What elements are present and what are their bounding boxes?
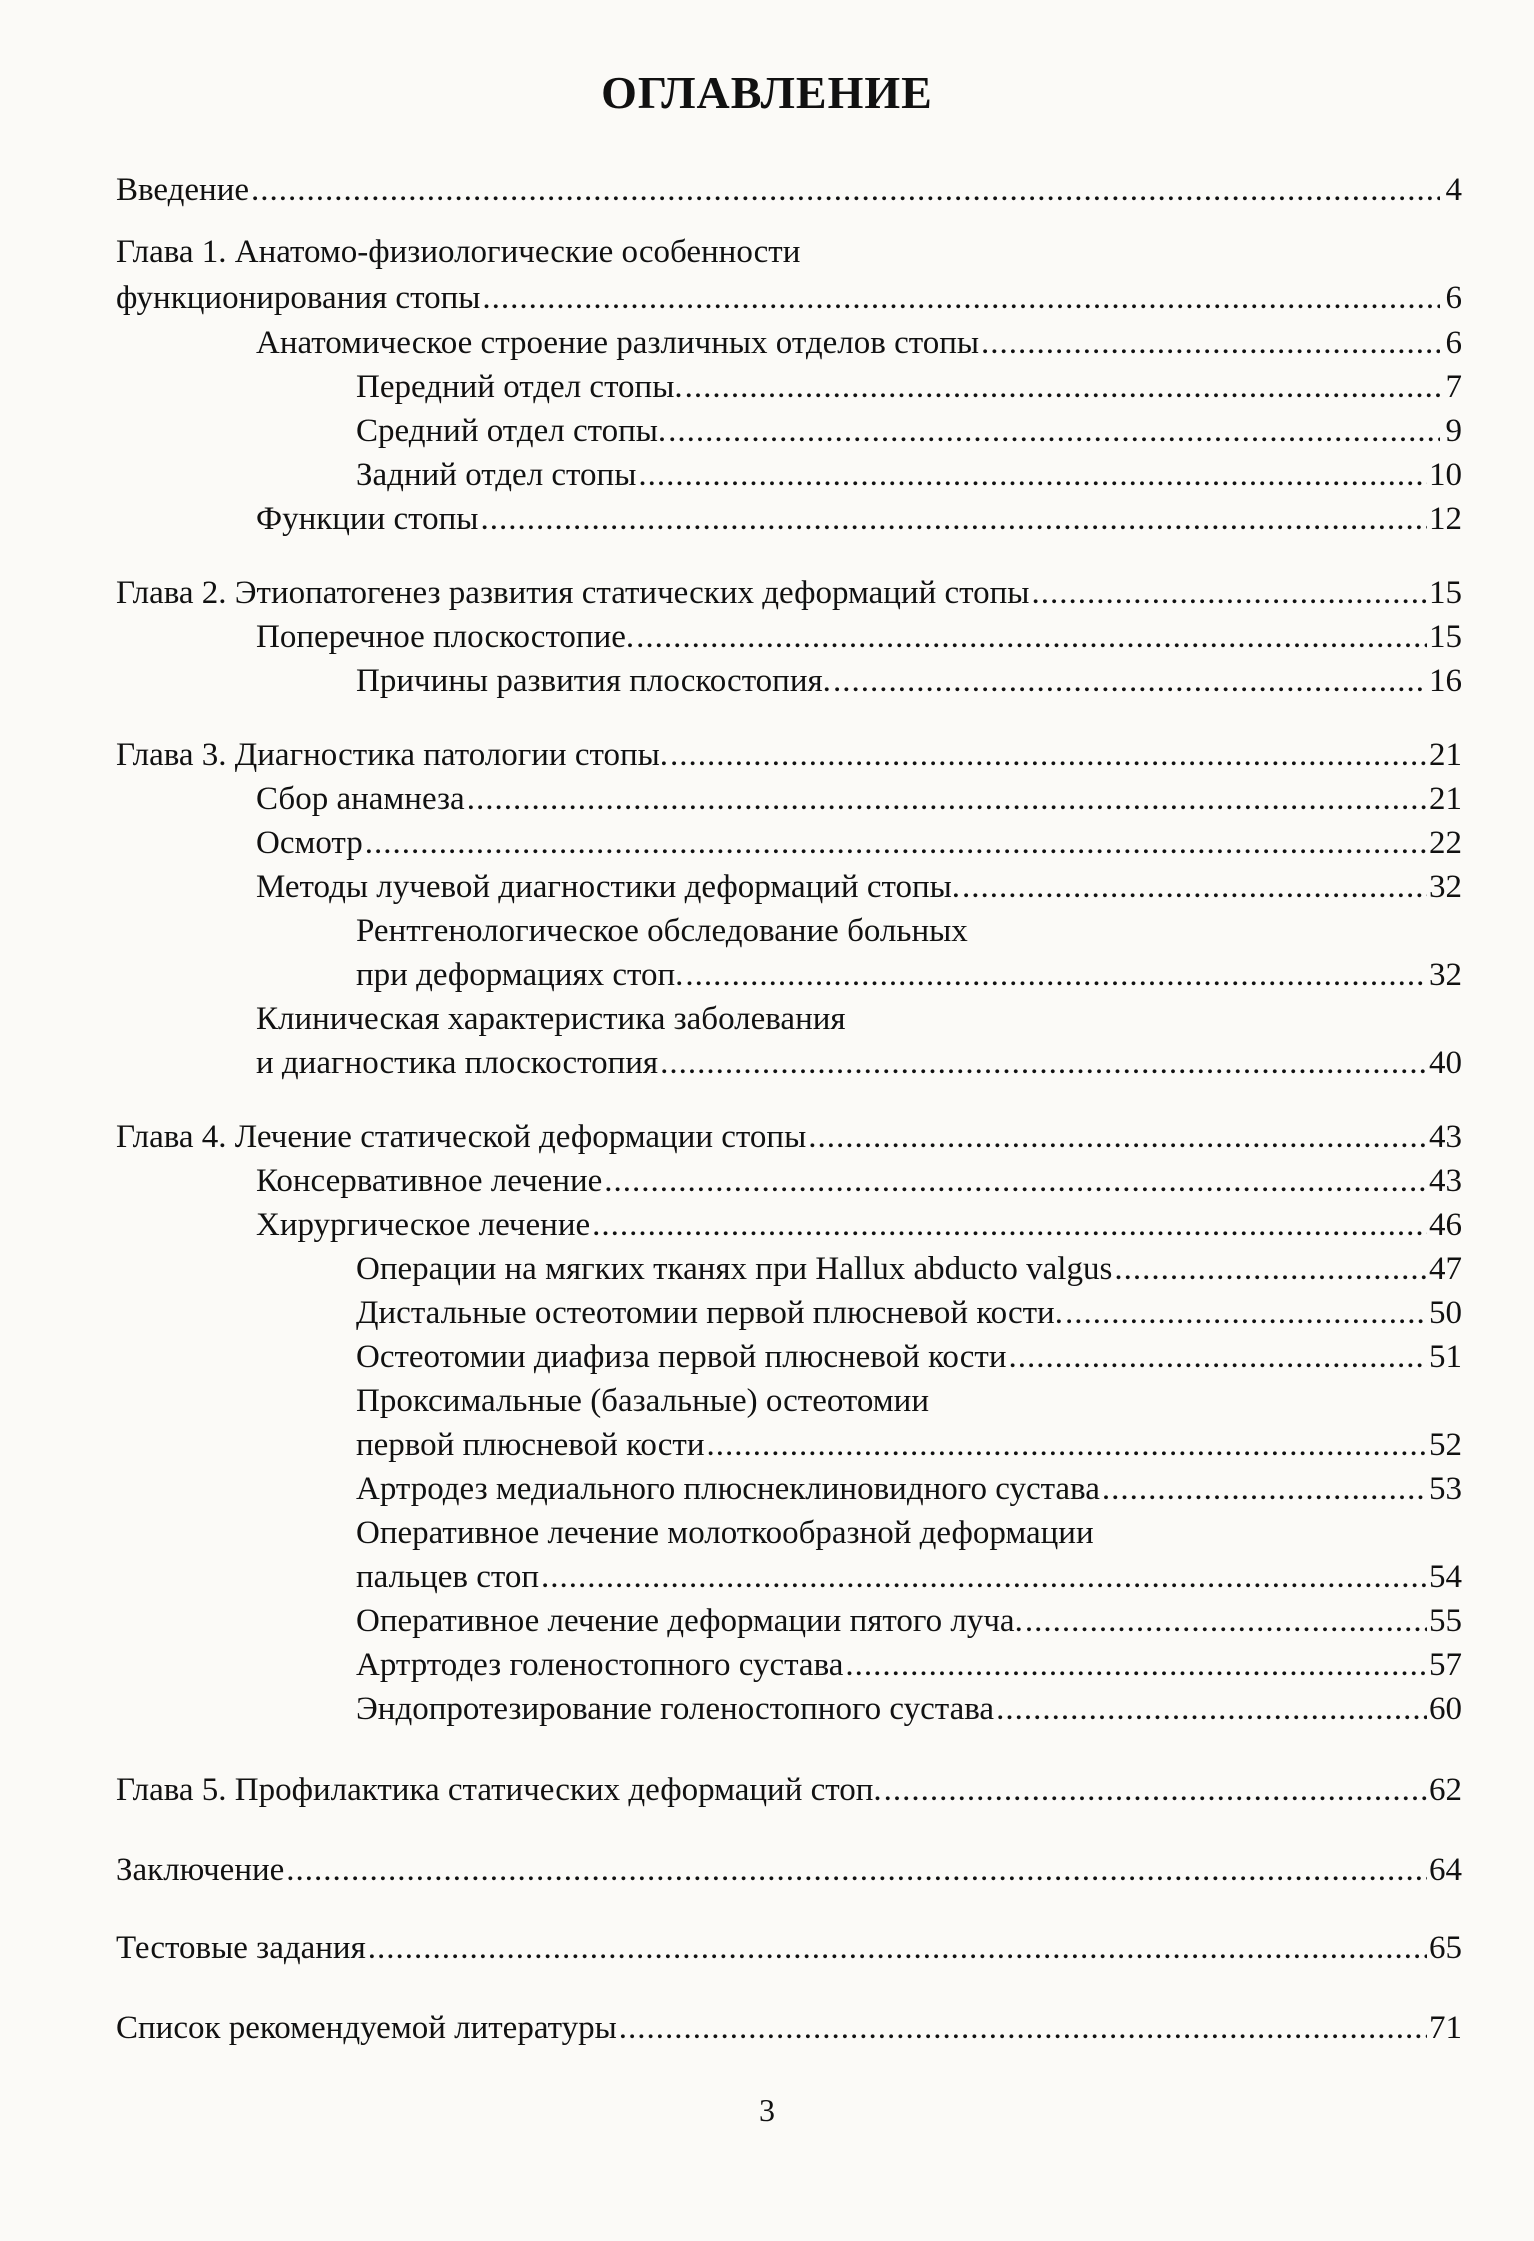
toc-entry-page: 43 (1429, 1163, 1462, 1199)
toc-entry-page: 16 (1429, 663, 1462, 699)
toc-entry-text: Операции на мягких тканях при Hallux abducto valgus (356, 1251, 1113, 1287)
toc-entry (256, 323, 1462, 363)
toc-entry (116, 1928, 1462, 1968)
toc-entry (356, 411, 1462, 451)
toc-dot-leader (660, 1043, 1427, 1083)
toc-dot-leader (962, 867, 1427, 907)
toc-dot-leader (1102, 1469, 1427, 1509)
toc-entry-page: 6 (1445, 325, 1462, 361)
toc-entry-text: Артродез медиального плюснеклиновидного сустава (356, 1471, 1100, 1507)
toc-dot-leader (884, 1770, 1427, 1810)
toc-dot-leader (592, 1205, 1427, 1245)
toc-entry-page: 47 (1429, 1251, 1462, 1287)
toc-entry (356, 1645, 1462, 1685)
toc-dot-leader (668, 411, 1440, 451)
toc-entry (356, 1249, 1462, 1289)
toc-entry-text: Сбор анамнеза (256, 781, 465, 817)
toc-entry (356, 1557, 1462, 1597)
toc-entry-text: Функции стопы (256, 501, 479, 537)
toc-entry-page: 10 (1429, 457, 1462, 493)
toc-entry-page: 15 (1429, 619, 1462, 655)
toc-entry-page: 32 (1429, 957, 1462, 993)
toc-entry-text: Осмотр (256, 825, 363, 861)
toc-entry-text: Консервативное лечение (256, 1163, 603, 1199)
toc-entry-text: Задний отдел стопы (356, 457, 637, 493)
toc-entry-page: 53 (1429, 1471, 1462, 1507)
toc-entry (116, 2008, 1462, 2048)
toc-entry (256, 617, 1462, 657)
toc-entry-text: Методы лучевой диагностики деформаций стопы. (256, 869, 961, 905)
toc-entry-text: Глава 3. Диагностика патологии стопы. (116, 737, 669, 773)
toc-entry-text: Остеотомии диафиза первой плюсневой кости (356, 1339, 1007, 1375)
toc-entry-text: Причины развития плоскостопия. (356, 663, 831, 699)
toc-entry-page: 60 (1429, 1691, 1462, 1727)
toc-entry-page: 55 (1429, 1603, 1462, 1639)
toc-entry-page: 22 (1429, 825, 1462, 861)
toc-entry-page: 21 (1429, 781, 1462, 817)
toc-dot-leader (482, 278, 1440, 318)
toc-entry-text: и диагностика плоскостопия (256, 1045, 659, 1081)
toc-entry-text: Передний отдел стопы. (356, 369, 683, 405)
toc-entry (356, 367, 1462, 407)
toc-dot-leader (706, 1425, 1427, 1465)
toc-entry (356, 1425, 1462, 1465)
toc-entry-text: Средний отдел стопы. (356, 413, 667, 449)
toc-dot-leader (638, 455, 1427, 495)
toc-dot-leader (685, 955, 1427, 995)
toc-entry-page: 62 (1429, 1772, 1462, 1808)
toc-dot-leader (808, 1117, 1427, 1157)
toc-entry (356, 1337, 1462, 1377)
toc-entry (256, 1205, 1462, 1245)
toc-entry-text: Глава 2. Этиопатогенез развития статических деформаций стопы (116, 575, 1030, 611)
toc-dot-leader (365, 823, 1427, 863)
toc-entry (356, 1469, 1462, 1509)
toc-entry-text: функционирования стопы (116, 280, 481, 316)
toc-entry (256, 499, 1462, 539)
toc-entry (116, 735, 1462, 775)
toc-entry-page: 50 (1429, 1295, 1462, 1331)
toc-dot-leader (1031, 573, 1427, 613)
toc-entry-page: 54 (1429, 1559, 1462, 1595)
toc-entry-page: 57 (1429, 1647, 1462, 1683)
toc-entry-page: 9 (1445, 413, 1462, 449)
toc-dot-leader (619, 2008, 1427, 2048)
toc-entry-text: Дистальные остеотомии первой плюсневой кости. (356, 1295, 1063, 1331)
toc-entry-text: Тестовые задания (116, 1930, 366, 1966)
toc-entry (256, 1161, 1462, 1201)
toc-entry-page: 52 (1429, 1427, 1462, 1463)
toc-entry (356, 455, 1462, 495)
toc-entry (116, 573, 1462, 613)
toc-entry (256, 823, 1462, 863)
toc-entry-text: Эндопротезирование голеностопного сустава (356, 1691, 995, 1727)
toc-entry-page: 4 (1445, 172, 1462, 208)
toc-entry-text: Рентгенологическое обследование больных (356, 913, 968, 949)
toc-entry (356, 955, 1462, 995)
toc-entry (116, 170, 1462, 210)
toc-entry-text: Хирургическое лечение (256, 1207, 591, 1243)
toc-dot-leader (833, 661, 1427, 701)
toc-dot-leader (1114, 1249, 1427, 1289)
page-number: 3 (759, 2092, 775, 2128)
toc-entry-text: пальцев стоп (356, 1559, 540, 1595)
toc-entry-page: 7 (1445, 369, 1462, 405)
toc-entry (356, 1689, 1462, 1729)
toc-dot-leader (480, 499, 1427, 539)
toc-dot-leader (1025, 1601, 1427, 1641)
toc-entry-text: Введение (116, 172, 250, 208)
toc-entry-text: Глава 1. Анатомо-физиологические особенности (116, 234, 801, 270)
toc-dot-leader (636, 617, 1427, 657)
toc-entry (256, 1043, 1462, 1083)
toc-entry-text: Артртодез голеностопного сустава (356, 1647, 844, 1683)
toc-entry (256, 779, 1462, 819)
page-title: ОГЛАВЛЕНИЕ (601, 67, 933, 118)
toc-dot-leader (368, 1928, 1427, 1968)
toc-entry-page: 15 (1429, 575, 1462, 611)
toc-entry-text: первой плюсневой кости (356, 1427, 705, 1463)
toc-dot-leader (1008, 1337, 1427, 1377)
toc-entry-text: Глава 4. Лечение статической деформации стопы (116, 1119, 807, 1155)
toc-entry-page: 71 (1429, 2010, 1462, 2046)
toc-dot-leader (670, 735, 1427, 775)
toc-entry-text: Проксимальные (базальные) остеотомии (356, 1383, 929, 1419)
toc-entry-page: 64 (1429, 1852, 1462, 1888)
toc-entry-page: 40 (1429, 1045, 1462, 1081)
toc-entry-page: 65 (1429, 1930, 1462, 1966)
toc-entry (116, 1850, 1462, 1890)
toc-entry (356, 1601, 1462, 1641)
toc-entry-text: Глава 5. Профилактика статических деформаций стоп. (116, 1772, 882, 1808)
toc-entry-text: Оперативное лечение молоткообразной деформации (356, 1515, 1094, 1551)
toc-dot-leader (996, 1689, 1427, 1729)
toc-entry (116, 1117, 1462, 1157)
toc-entry-page: 21 (1429, 737, 1462, 773)
toc-dot-leader (467, 779, 1427, 819)
toc-entry-page: 43 (1429, 1119, 1462, 1155)
toc-entry (256, 867, 1462, 907)
toc-dot-leader (981, 323, 1440, 363)
toc-entry (356, 1293, 1462, 1333)
toc-entry-page: 12 (1429, 501, 1462, 537)
toc-entry-text: Заключение (116, 1852, 285, 1888)
toc-entry (356, 661, 1462, 701)
toc-dot-leader (604, 1161, 1427, 1201)
toc-entry-text: Список рекомендуемой литературы (116, 2010, 617, 2046)
toc-entry-text: при деформациях стоп. (356, 957, 684, 993)
toc-entry (116, 278, 1462, 318)
toc-dot-leader (286, 1850, 1427, 1890)
toc-entry-page: 51 (1429, 1339, 1462, 1375)
toc-dot-leader (845, 1645, 1427, 1685)
toc-entry-text: Анатомическое строение различных отделов стопы (256, 325, 980, 361)
toc-dot-leader (685, 367, 1440, 407)
toc-entry-page: 32 (1429, 869, 1462, 905)
toc-entry (116, 1770, 1462, 1810)
toc-entry-text: Клиническая характеристика заболевания (256, 1001, 846, 1037)
toc-dot-leader (251, 170, 1440, 210)
toc-entry-page: 46 (1429, 1207, 1462, 1243)
toc-dot-leader (1065, 1293, 1427, 1333)
toc-entry-page: 6 (1445, 280, 1462, 316)
toc-entry-text: Поперечное плоскостопие. (256, 619, 635, 655)
toc-dot-leader (541, 1557, 1427, 1597)
toc-entry-text: Оперативное лечение деформации пятого луча. (356, 1603, 1023, 1639)
